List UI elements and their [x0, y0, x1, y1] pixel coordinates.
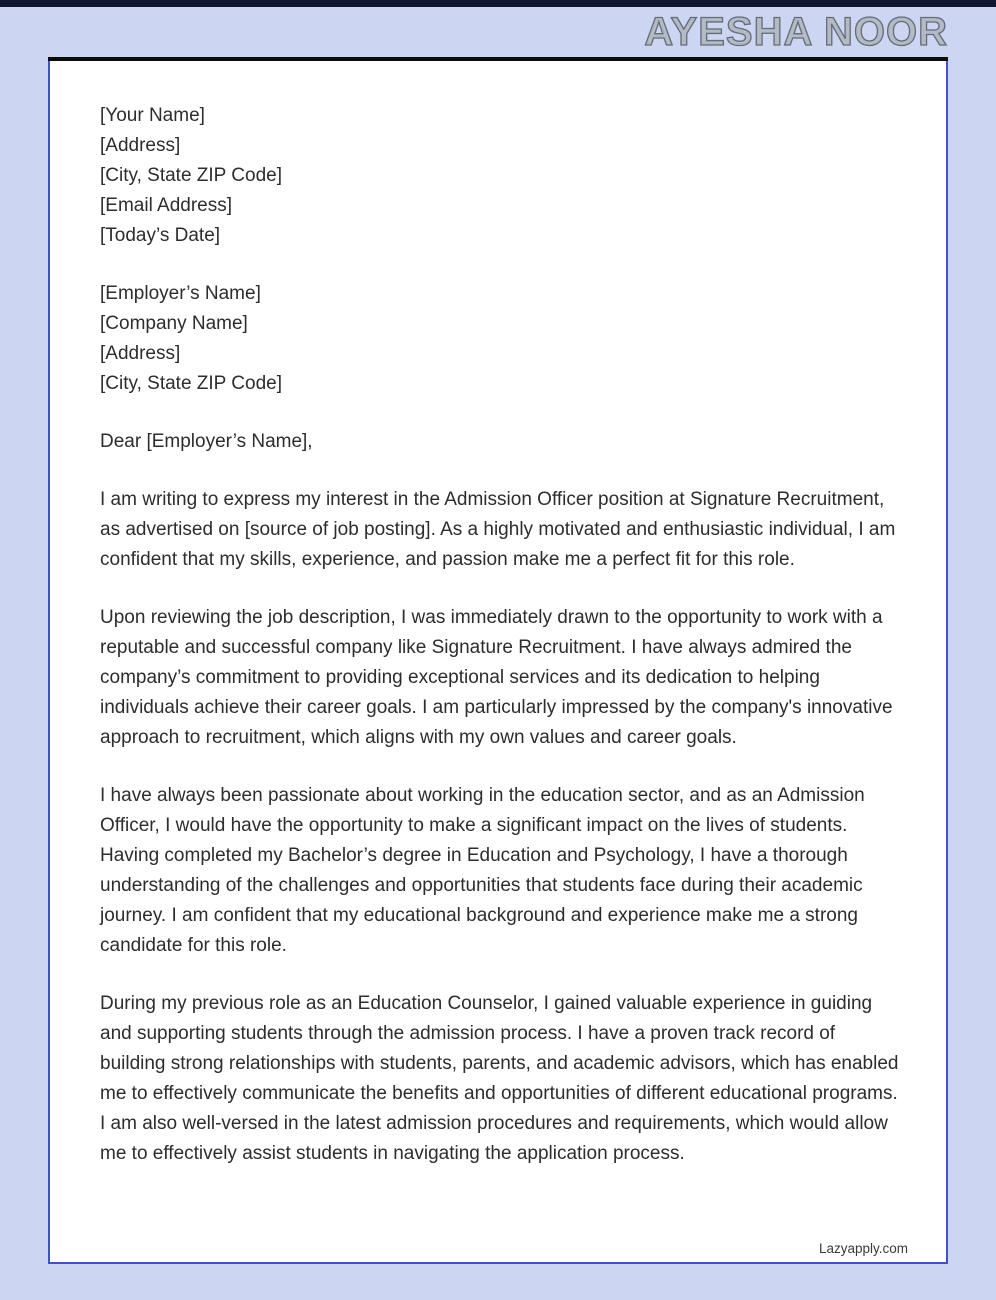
sender-address-line: [Address] [100, 135, 181, 156]
sender-email-line: [Email Address] [100, 195, 232, 216]
recipient-address-line: [Address] [100, 343, 181, 364]
recipient-city-line: [City, State ZIP Code] [100, 373, 282, 394]
letter-body [50, 61, 946, 1169]
sender-address-block [100, 101, 900, 251]
lazyapply-watermark: Lazyapply.com [818, 1241, 908, 1256]
author-name-title: AYESHA NOOR [644, 10, 948, 54]
paragraph-experience: During my previous role as an Education Counselor, I gained valuable experience in guiding and supporting students through the admission process. I have a proven track record of building strong relationships with students, parents, and academic advisors, which has enabled me to effectively communicate the benefits and opportunities of different educational programs. I am also well-versed in the latest admission procedures and requirements, which would allow me to effectively assist students in navigating the application process. [100, 993, 899, 1164]
letter-page [48, 61, 948, 1264]
paragraph-education-background: I have always been passionate about working in the education sector, and as an Admission Officer, I would have the opportunity to make a significant impact on the lives of students. Having completed my Bachelor’s degree in Education and Psychology, I have a thorough understanding of the challenges and opportunities that students face during their academic journey. I am confident that my educational background and experience make me a strong candidate for this role. [100, 785, 865, 956]
top-accent-bar [0, 0, 996, 7]
sender-name-line: [Your Name] [100, 105, 205, 126]
recipient-name-line: [Employer’s Name] [100, 283, 261, 304]
paragraph-company-interest: Upon reviewing the job description, I was immediately drawn to the opportunity to work with a reputable and successful company like Signature Recruitment. I have always admired the company’s commitment to providing exceptional services and its dedication to helping individuals achieve their career goals. I am particularly impressed by the company's innovative approach to recruitment, which aligns with my own values and career goals. [100, 607, 893, 748]
recipient-company-line: [Company Name] [100, 313, 248, 334]
paragraph-introduction: I am writing to express my interest in the Admission Officer position at Signature Recruitment, as advertised on [source of job posting]. As a highly motivated and enthusiastic individual, I am confident that my skills, experience, and passion make me a perfect fit for this role. [100, 489, 896, 570]
sender-city-line: [City, State ZIP Code] [100, 165, 282, 186]
recipient-address-block [100, 279, 900, 399]
salutation: Dear [Employer’s Name], [100, 431, 313, 452]
document-header [0, 7, 996, 57]
sender-date-line: [Today’s Date] [100, 225, 221, 246]
